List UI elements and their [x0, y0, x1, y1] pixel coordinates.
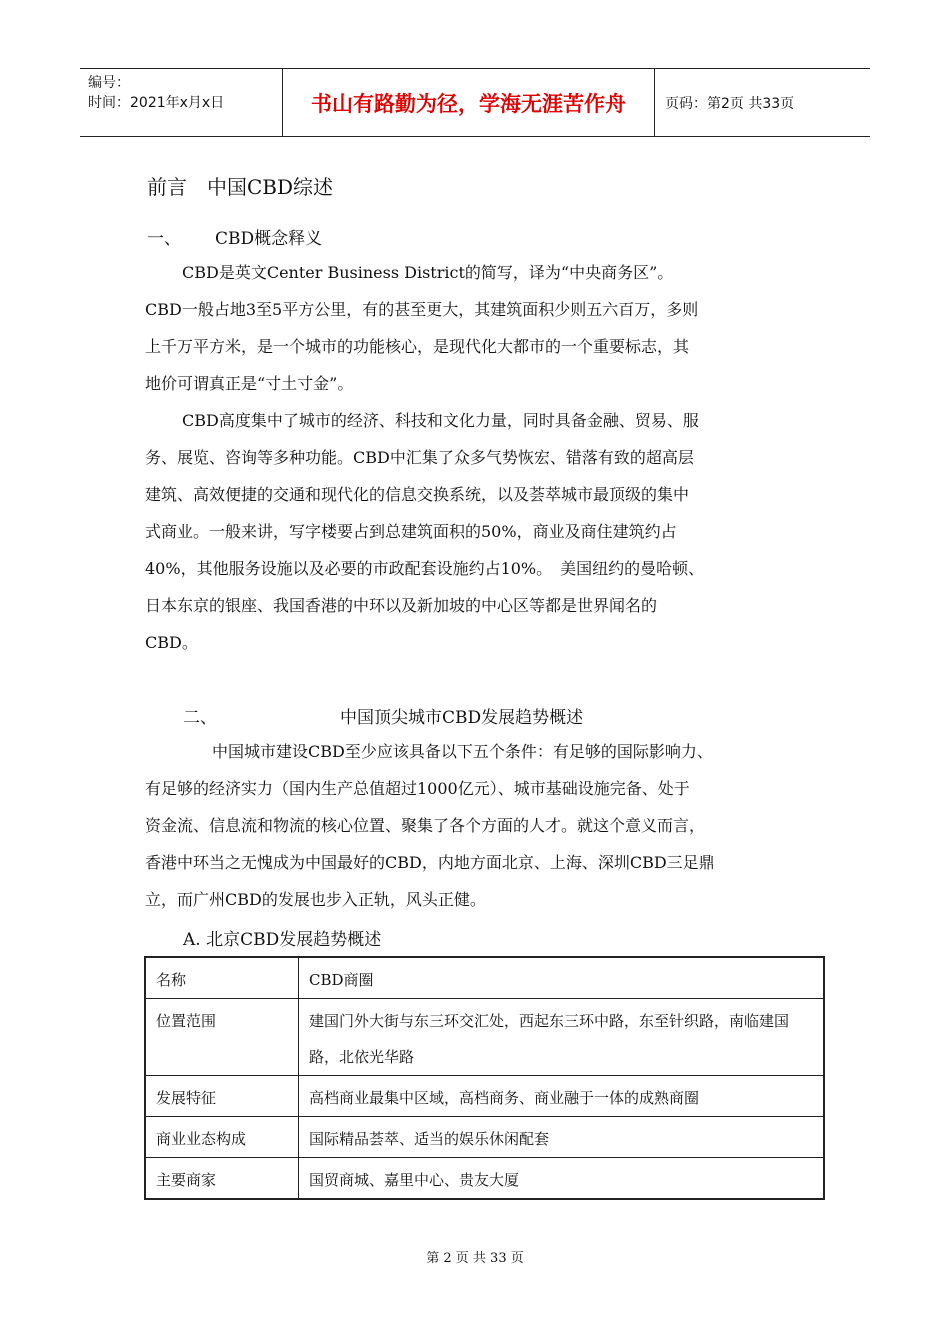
- table-label-cell: 发展特征: [145, 1076, 299, 1117]
- header-meta: [88, 73, 282, 131]
- page-footer: 第 2 页 共 33 页: [426, 1251, 524, 1266]
- beijing-cbd-table: [144, 956, 825, 1200]
- table-label-cell: 名称: [145, 957, 299, 999]
- doc-title: 前言 中国CBD综述: [147, 175, 334, 199]
- table-row: [145, 1076, 824, 1117]
- paragraph-line: 立，而广州CBD的发展也步入正轨，风头正健。: [145, 890, 486, 909]
- table-row: [145, 999, 824, 1076]
- section1-title: CBD概念释义: [215, 229, 323, 249]
- header-page-info: 页码：第2页 共33页: [665, 95, 795, 112]
- table-row: [145, 1117, 824, 1158]
- table-label-cell: 商业业态构成: [145, 1117, 299, 1158]
- header-date-label: 时间：2021年x月x日: [88, 95, 225, 111]
- table-value-cell: 国贸商城、嘉里中心、贵友大厦: [299, 1158, 825, 1200]
- table-label-cell: 位置范围: [145, 999, 299, 1076]
- paragraph-line: CBD。: [145, 633, 198, 652]
- paragraph-line: 务、展览、咨询等多种功能。CBD中汇集了众多气势恢宏、错落有致的超高层: [145, 448, 694, 467]
- paragraph-line: CBD是英文Center Business District的简写，译为“中央商务区”。: [182, 263, 674, 282]
- paragraph-line: 式商业。一般来讲，写字楼要占到总建筑面积的50%，商业及商住建筑约占: [145, 522, 677, 541]
- table-value-cell: CBD商圈: [299, 957, 825, 999]
- paragraph-line: 上千万平方米，是一个城市的功能核心，是现代化大都市的一个重要标志，其: [145, 337, 690, 356]
- subsection-a-heading: A. 北京CBD发展趋势概述: [183, 930, 382, 950]
- paragraph-line: 资金流、信息流和物流的核心位置、聚集了各个方面的人才。就这个意义而言，: [145, 816, 706, 835]
- header-number-label: 编号：: [88, 75, 130, 91]
- table-label-cell: 主要商家: [145, 1158, 299, 1200]
- paragraph-line: 日本东京的银座、我国香港的中环以及新加坡的中心区等都是世界闻名的: [145, 596, 658, 615]
- paragraph-line: 中国城市建设CBD至少应该具备以下五个条件：有足够的国际影响力、: [212, 742, 713, 761]
- header-divider: [654, 69, 655, 136]
- header-motto: 书山有路勤为径，学海无涯苦作舟: [311, 91, 626, 116]
- section1-number: 一、: [147, 229, 181, 249]
- section2-number: 二、: [183, 708, 217, 728]
- table-row: [145, 957, 824, 999]
- section1-heading: [147, 224, 322, 249]
- table-value-cell: 高档商业最集中区域，高档商务、商业融于一体的成熟商圈: [299, 1076, 825, 1117]
- paragraph-line: CBD一般占地3至5平方公里，有的甚至更大，其建筑面积少则五六百万，多则: [145, 300, 699, 319]
- section2-heading: [183, 703, 583, 728]
- paragraph-line: 建筑、高效便捷的交通和现代化的信息交换系统，以及荟萃城市最顶级的集中: [145, 485, 690, 504]
- table-value-cell: 建国门外大街与东三环交汇处，西起东三环中路，东至针织路，南临建国路，北依光华路: [299, 999, 825, 1076]
- paragraph-line: 地价可谓真正是“寸土寸金”。: [145, 374, 354, 393]
- paragraph-line: 有足够的经济实力（国内生产总值超过1000亿元）、城市基础设施完备、处于: [145, 779, 690, 798]
- paragraph-line: CBD高度集中了城市的经济、科技和文化力量，同时具备金融、贸易、服: [182, 411, 699, 430]
- section2-title: 中国顶尖城市CBD发展趋势概述: [340, 708, 584, 728]
- paragraph-line: 香港中环当之无愧成为中国最好的CBD，内地方面北京、上海、深圳CBD三足鼎: [145, 853, 715, 872]
- table-value-cell: 国际精品荟萃、适当的娱乐休闲配套: [299, 1117, 825, 1158]
- page-header: [80, 68, 870, 137]
- paragraph-line: 40%，其他服务设施以及必要的市政配套设施约占10%。 美国纽约的曼哈顿、: [145, 559, 705, 578]
- table-row: [145, 1158, 824, 1200]
